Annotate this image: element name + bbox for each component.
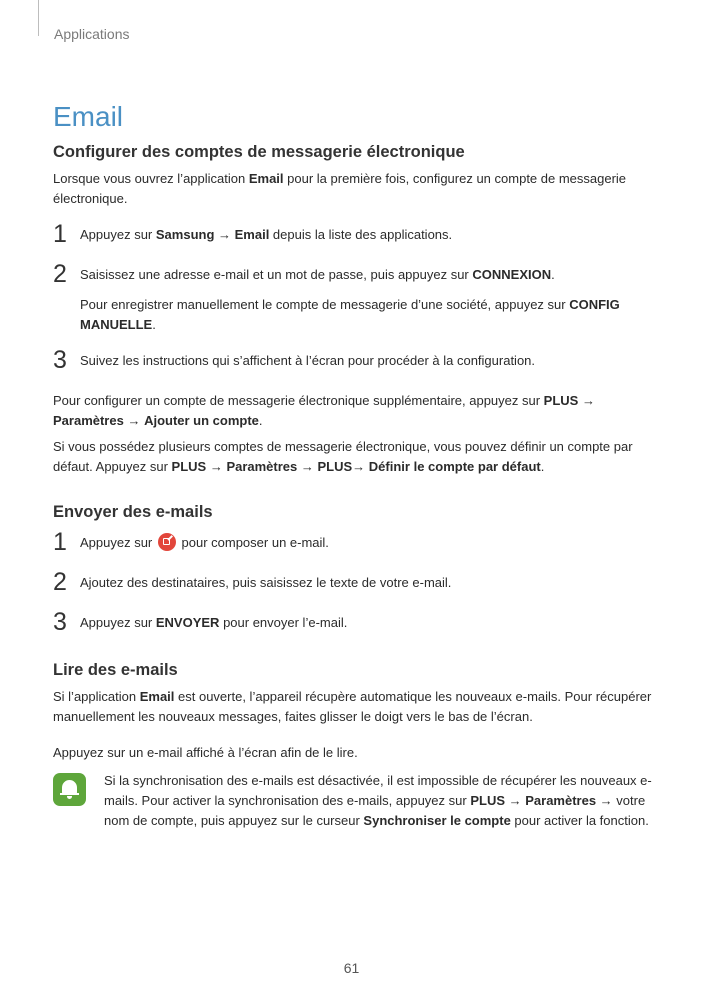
note-text: Si la synchronisation des e-mails est désactivée, il est impossible de récupérer les nouveaux e-mails. Pour activer la synchronisation des e-mails, appuyez sur PLUS → Paramètres → votre nom de compte, puis appuyez sur le curseur Synchroniser le compte pour activer la fonction.: [104, 773, 652, 828]
page-number: 61: [343, 960, 360, 976]
configure-intro: Lorsque vous ouvrez l’application Email pour la première fois, configurez un compte de messagerie électronique.: [53, 171, 627, 206]
send-step-3: [53, 608, 653, 637]
configure-step-3: [53, 346, 653, 375]
page-title: Email: [53, 100, 124, 132]
step-number: 2: [53, 260, 67, 288]
send-step-2: [53, 568, 653, 597]
compose-icon: [158, 533, 176, 551]
sync-note: [53, 771, 653, 831]
notification-bell-icon: [53, 773, 86, 806]
configure-step-2: [53, 260, 653, 289]
step-text: Appuyez sur pour composer un e-mail.: [80, 535, 329, 550]
page-content: [53, 141, 653, 831]
margin-rule: [38, 0, 39, 36]
configure-step-2-sub: Pour enregistrer manuellement le compte de messagerie d’une société, appuyez sur CONFIG MANUELLE.: [80, 297, 620, 332]
step-text: Saisissez une adresse e-mail et un mot de passe, puis appuyez sur CONNEXION.: [80, 267, 555, 282]
section-header: Applications: [54, 26, 130, 42]
send-step-1: [53, 528, 653, 557]
step-number: 1: [53, 220, 67, 248]
configure-step-1: [53, 220, 653, 249]
step-text: Ajoutez des destinataires, puis saisissez le texte de votre e-mail.: [80, 575, 452, 590]
read-para-auto-fetch: Si l’application Email est ouverte, l’appareil récupère automatique les nouveaux e-mails. Pour récupérer manuellement les nouveaux messages, faites glisser le doigt vers le bas de l’écran.: [53, 689, 652, 724]
heading-read: Lire des e-mails: [53, 661, 178, 679]
step-text: Appuyez sur ENVOYER pour envoyer l’e-mail.: [80, 615, 348, 630]
step-text: Suivez les instructions qui s’affichent à l’écran pour procéder à la configuration.: [80, 353, 536, 368]
step-number: 1: [53, 528, 67, 556]
configure-para-add-account: Pour configurer un compte de messagerie électronique supplémentaire, appuyez sur PLUS → Paramètres → Ajouter un compte.: [53, 393, 595, 428]
heading-send: Envoyer des e-mails: [53, 503, 213, 521]
step-number: 3: [53, 346, 67, 374]
configure-para-default-account: Si vous possédez plusieurs comptes de messagerie électronique, vous pouvez définir un compte par défaut. Appuyez sur PLUS → Paramètres → PLUS→ Définir le compte par défaut.: [53, 439, 633, 474]
step-number: 3: [53, 608, 67, 636]
heading-configure: Configurer des comptes de messagerie électronique: [53, 143, 465, 161]
step-text: Appuyez sur Samsung → Email depuis la liste des applications.: [80, 227, 453, 242]
read-para-open: Appuyez sur un e-mail affiché à l’écran afin de le lire.: [53, 745, 358, 760]
step-number: 2: [53, 568, 67, 596]
